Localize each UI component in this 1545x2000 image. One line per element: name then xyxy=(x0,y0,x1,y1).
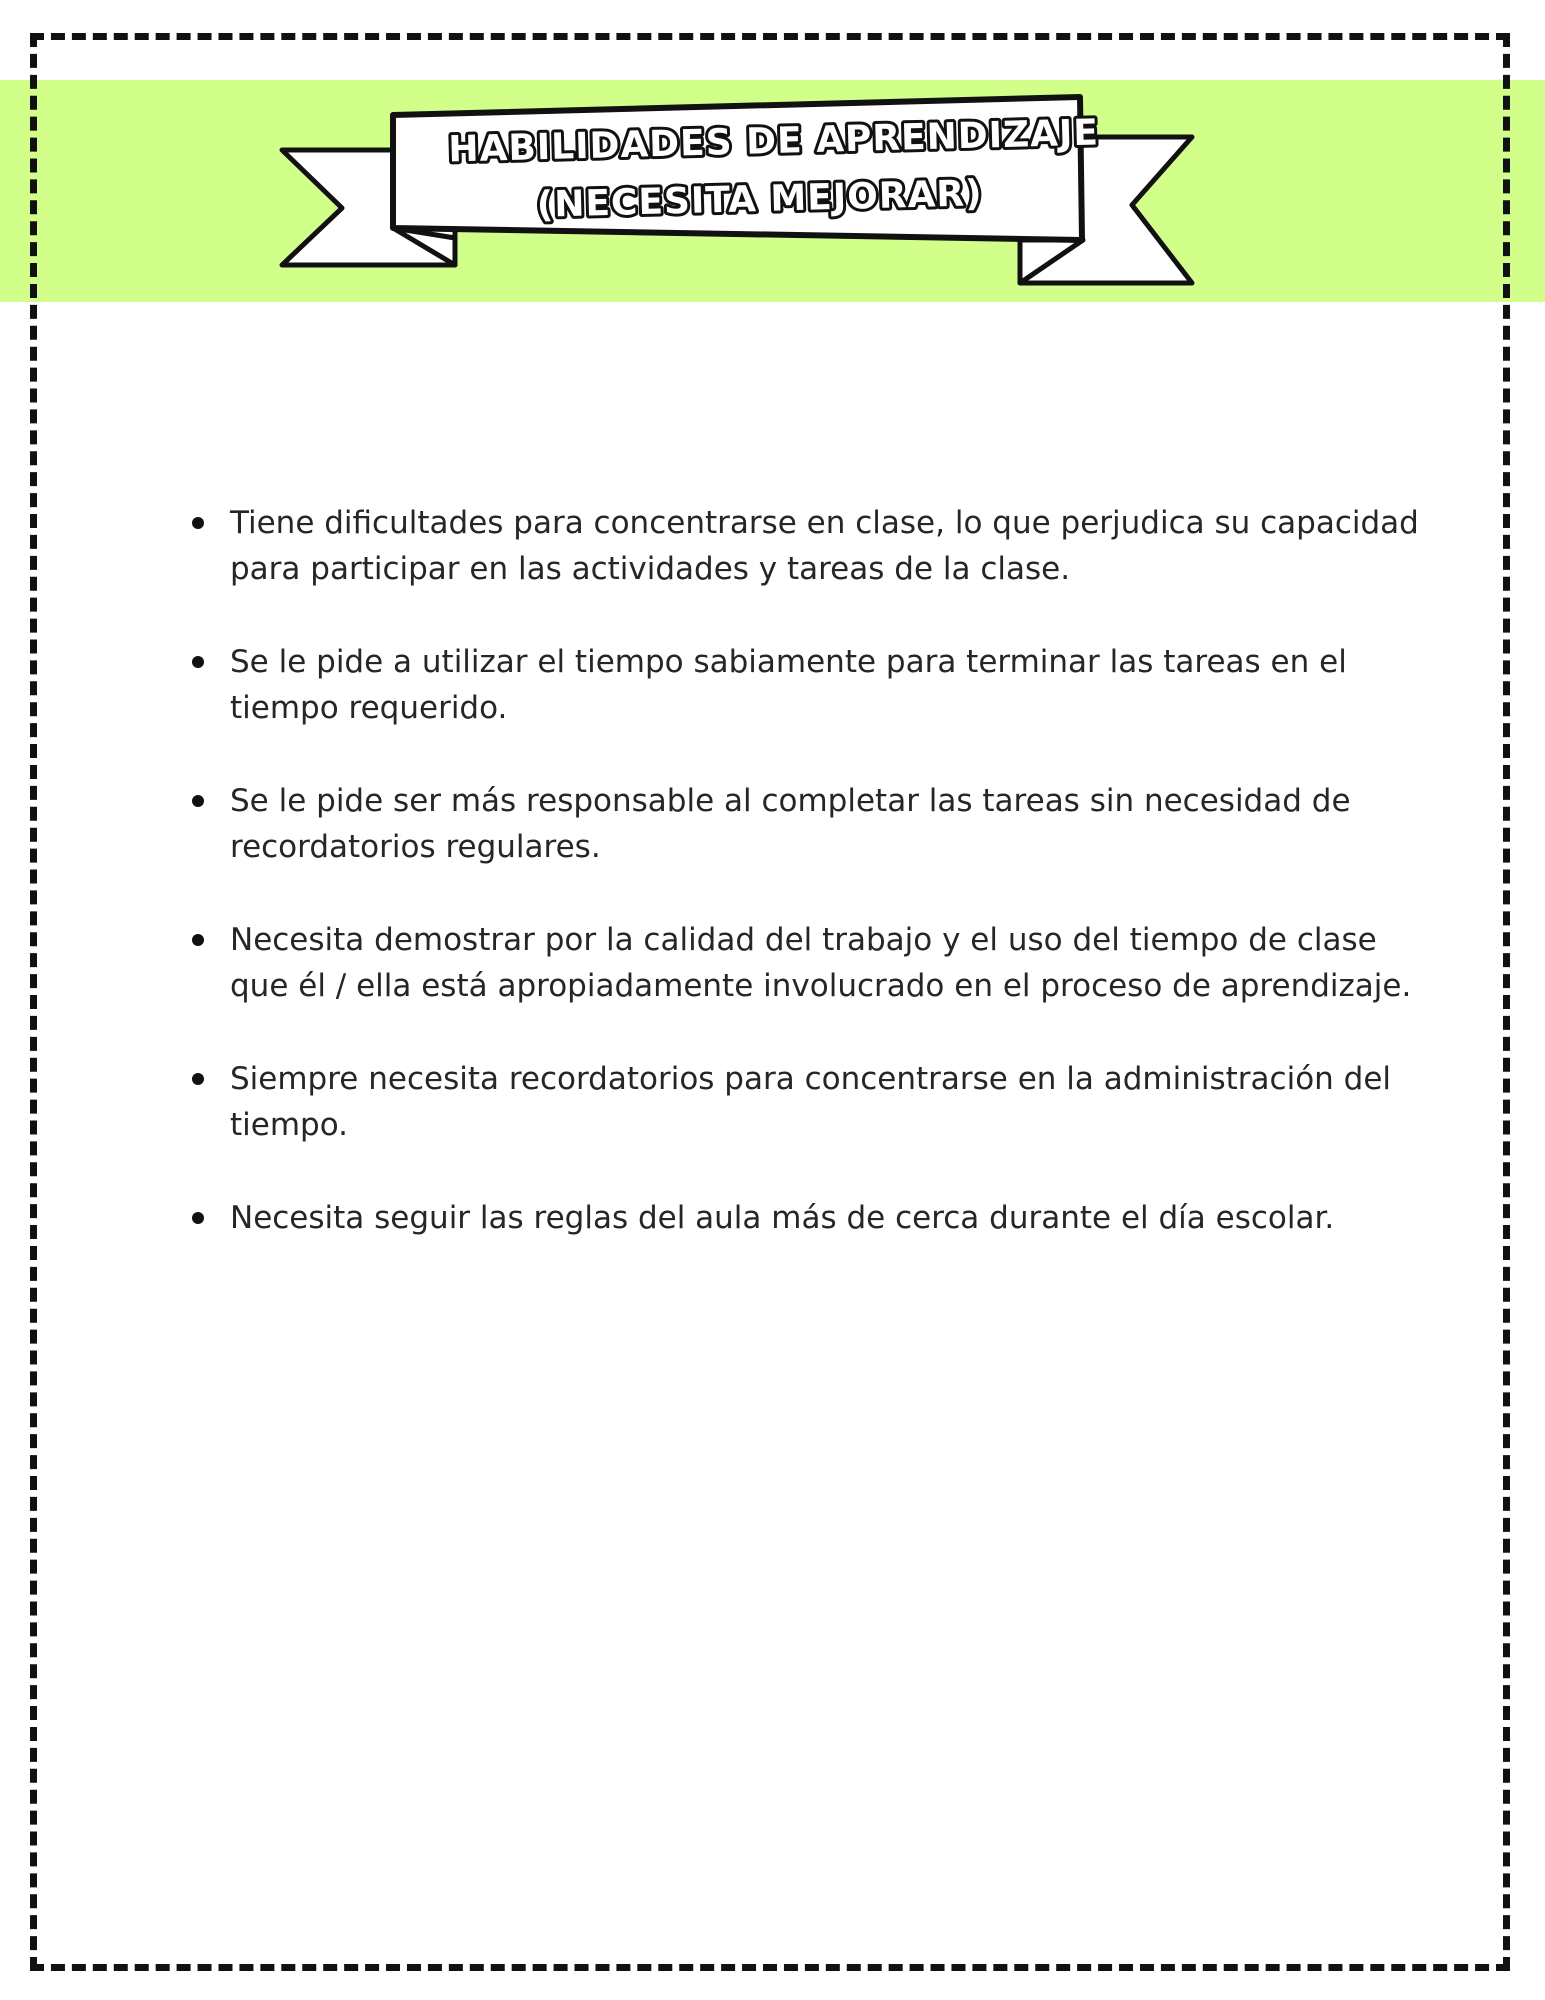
list-item xyxy=(192,1056,1442,1148)
list-item-text: Necesita demostrar por la calidad del trabajo y el uso del tiempo de clase que él / ella está apropiadamente involucrado en el proceso de aprendizaje. xyxy=(230,922,1412,1004)
list-item-text: Necesita seguir las reglas del aula más de cerca durante el día escolar. xyxy=(230,1200,1335,1236)
banner-title-line1: HABILIDADES DE APRENDIZAJE xyxy=(447,112,1100,171)
banner-title-line2: (NECESITA MEJORAR) xyxy=(536,173,984,226)
list-item-text: Se le pide ser más responsable al completar las tareas sin necesidad de recordatorios regulares. xyxy=(230,783,1351,865)
list-item xyxy=(192,500,1442,592)
bullet-icon xyxy=(192,517,204,529)
title-banner xyxy=(0,0,1545,320)
list-item-text: Siempre necesita recordatorios para concentrarse en la administración del tiempo. xyxy=(230,1061,1392,1143)
comment-list-container xyxy=(192,500,1442,1288)
bullet-icon xyxy=(192,1212,204,1224)
list-item xyxy=(192,639,1442,731)
list-item xyxy=(192,1195,1442,1241)
list-item-text: Tiene dificultades para concentrarse en clase, lo que perjudica su capacidad para participar en las actividades y tareas de la clase. xyxy=(230,505,1419,587)
bullet-icon xyxy=(192,1073,204,1085)
bullet-icon xyxy=(192,934,204,946)
bullet-icon xyxy=(192,795,204,807)
list-item-text: Se le pide a utilizar el tiempo sabiamente para terminar las tareas en el tiempo requerido. xyxy=(230,644,1347,726)
list-item xyxy=(192,778,1442,870)
bullet-icon xyxy=(192,656,204,668)
comment-list xyxy=(192,500,1442,1241)
list-item xyxy=(192,917,1442,1009)
